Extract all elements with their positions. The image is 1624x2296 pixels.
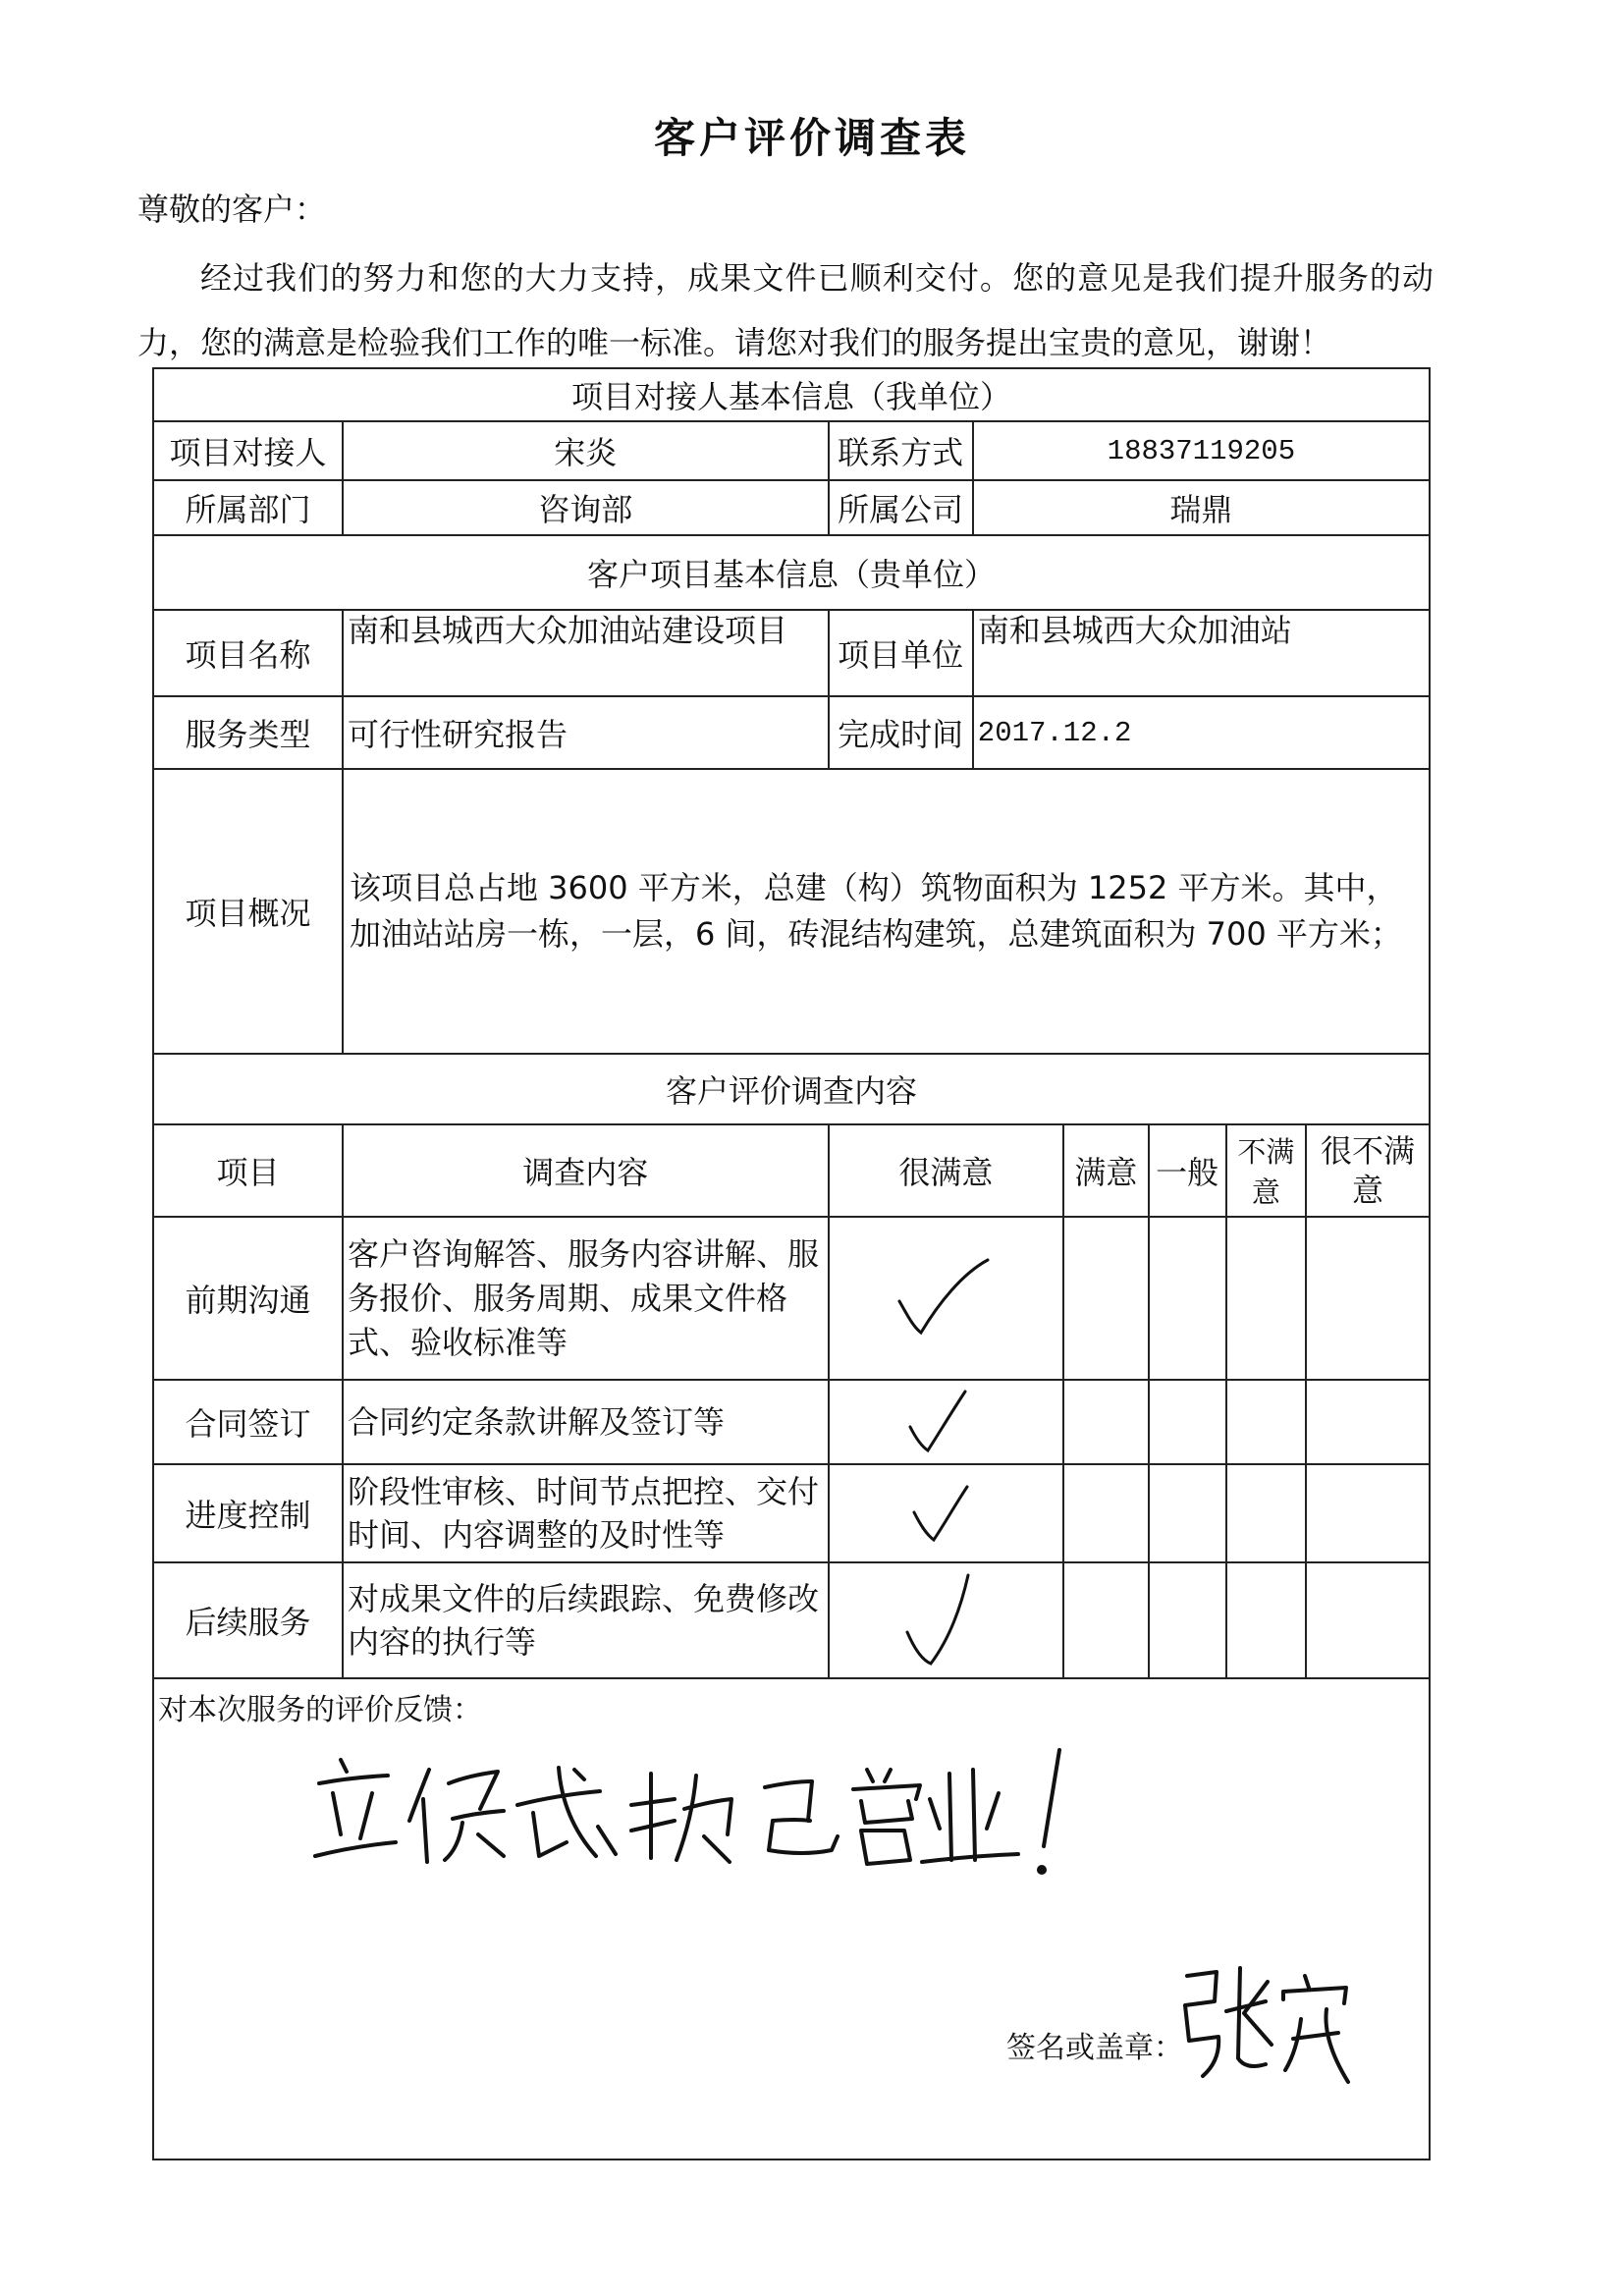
project-name-label: 项目名称 <box>153 610 343 696</box>
rating-very-unsatisfied-cell <box>1306 1562 1430 1678</box>
completion-time-label: 完成时间 <box>829 696 973 769</box>
rating-satisfied-cell <box>1063 1217 1148 1380</box>
rating-very-satisfied-cell <box>829 1380 1064 1464</box>
intro-paragraph: 经过我们的努力和您的大力支持，成果文件已顺利交付。您的意见是我们提升服务的动力，您的满意是检验我们工作的唯一标准。请您对我们的服务提出宝贵的意见，谢谢！ <box>137 259 1434 361</box>
checkmark-icon <box>892 1571 1000 1669</box>
survey-form-table <box>152 367 1431 2160</box>
header-unsatisfied: 不满意 <box>1226 1124 1306 1217</box>
row-content-contract: 合同约定条款讲解及签订等 <box>343 1380 829 1464</box>
our-info-section-title: 项目对接人基本信息（我单位） <box>153 368 1430 421</box>
rating-unsatisfied-cell <box>1226 1380 1306 1464</box>
completion-time-value: 2017.12.2 <box>973 696 1430 769</box>
rating-average-cell <box>1149 1464 1226 1562</box>
service-type-label: 服务类型 <box>153 696 343 769</box>
feedback-label: 对本次服务的评价反馈： <box>158 1693 482 1727</box>
rating-satisfied-cell <box>1063 1464 1148 1562</box>
signature-label: 签名或盖章： <box>1006 2031 1183 2065</box>
row-content-progress: 阶段性审核、时间节点把控、交付时间、内容调整的及时性等 <box>343 1464 829 1562</box>
company-value: 瑞鼎 <box>973 480 1430 535</box>
header-average: 一般 <box>1149 1124 1226 1217</box>
header-content: 调查内容 <box>343 1124 829 1217</box>
page-title: 客户评价调查表 <box>653 114 970 162</box>
checkmark-icon <box>896 1479 995 1548</box>
rating-very-unsatisfied-cell <box>1306 1380 1430 1464</box>
contact-method-label: 联系方式 <box>829 421 973 480</box>
department-value: 咨询部 <box>343 480 829 535</box>
handwritten-feedback <box>311 1740 1077 1887</box>
rating-very-satisfied-cell <box>829 1464 1064 1562</box>
row-item-communication: 前期沟通 <box>153 1217 343 1380</box>
rating-average-cell <box>1149 1217 1226 1380</box>
header-item: 项目 <box>153 1124 343 1217</box>
project-unit-label: 项目单位 <box>829 610 973 696</box>
rating-very-unsatisfied-cell <box>1306 1217 1430 1380</box>
header-very-unsatisfied: 很不满意 <box>1306 1124 1430 1217</box>
rating-unsatisfied-cell <box>1226 1464 1306 1562</box>
row-item-after-service: 后续服务 <box>153 1562 343 1678</box>
header-very-satisfied: 很满意 <box>829 1124 1064 1217</box>
contact-person-label: 项目对接人 <box>153 421 343 480</box>
rating-very-satisfied-cell <box>829 1562 1064 1678</box>
company-label: 所属公司 <box>829 480 973 535</box>
rating-satisfied-cell <box>1063 1562 1148 1678</box>
survey-section-title: 客户评价调查内容 <box>153 1054 1430 1124</box>
project-unit-value: 南和县城西大众加油站 <box>973 610 1430 696</box>
header-satisfied: 满意 <box>1063 1124 1148 1217</box>
overview-label: 项目概况 <box>153 769 343 1054</box>
rating-satisfied-cell <box>1063 1380 1148 1464</box>
rating-unsatisfied-cell <box>1226 1562 1306 1678</box>
signature-mark <box>1175 1962 1362 2090</box>
contact-person-value: 宋炎 <box>343 421 829 480</box>
row-item-contract: 合同签订 <box>153 1380 343 1464</box>
contact-method-value: 18837119205 <box>973 421 1430 480</box>
rating-average-cell <box>1149 1380 1226 1464</box>
rating-very-satisfied-cell <box>829 1217 1064 1380</box>
overview-value: 该项目总占地 3600 平方米，总建（构）筑物面积为 1252 平方米。其中，加油站站房一栋，一层，6 间，砖混结构建筑，总建筑面积为 700 平方米； <box>343 769 1430 1054</box>
rating-average-cell <box>1149 1562 1226 1678</box>
greeting: 尊敬的客户： <box>137 191 327 228</box>
checkmark-icon <box>896 1388 995 1456</box>
department-label: 所属部门 <box>153 480 343 535</box>
checkmark-icon <box>892 1254 1000 1342</box>
client-info-section-title: 客户项目基本信息（贵单位） <box>153 535 1430 610</box>
feedback-cell <box>153 1678 1430 2159</box>
row-item-progress: 进度控制 <box>153 1464 343 1562</box>
project-name-value: 南和县城西大众加油站建设项目 <box>343 610 829 696</box>
service-type-value: 可行性研究报告 <box>343 696 829 769</box>
row-content-communication: 客户咨询解答、服务内容讲解、服务报价、服务周期、成果文件格式、验收标准等 <box>343 1217 829 1380</box>
rating-very-unsatisfied-cell <box>1306 1464 1430 1562</box>
rating-unsatisfied-cell <box>1226 1217 1306 1380</box>
row-content-after-service: 对成果文件的后续跟踪、免费修改内容的执行等 <box>343 1562 829 1678</box>
